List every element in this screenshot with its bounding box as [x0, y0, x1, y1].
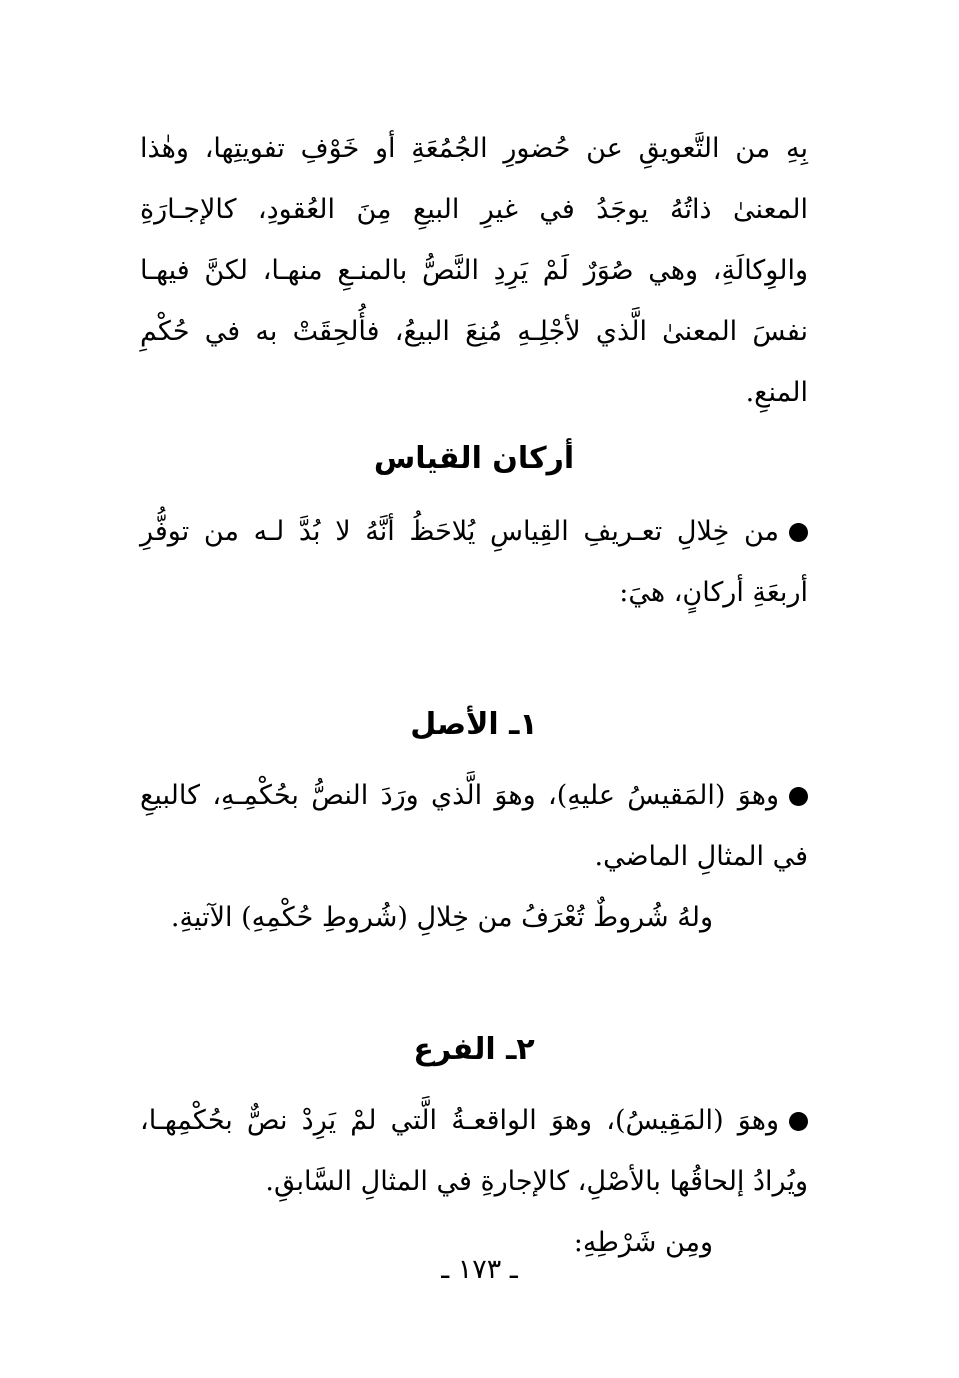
- bullet-icon: [789, 787, 808, 806]
- paragraph-far: [140, 1090, 808, 1212]
- paragraph-asl-conditions: ولهُ شُروطٌ تُعْرَفُ من خِلالِ (شُروطِ حُكْمِهِ) الآتيةِ.: [170, 902, 713, 933]
- paragraph-far-conditions: ومِن شَرْطِهِ:: [573, 1227, 713, 1258]
- paragraph-asl-text: وهوَ (المَقيسُ عليهِ)، وهوَ الَّذي ورَدَ النصُّ بحُكْمِـهِ، كالبيعِ في المثالِ الماضي.: [140, 780, 808, 872]
- heading-asl: ١ـ الأصل: [410, 707, 538, 742]
- bullet-icon: [789, 523, 808, 542]
- paragraph-arkan-text: من خِلالِ تعـريفِ القِياسِ يُلاحَظُ أنَّهُ لا بُدَّ لـه من توفُّرِ أربعَةِ أركانٍ، هيَ:: [140, 516, 808, 608]
- paragraph-far-text: وهوَ (المَقِيسُ)، وهوَ الواقعـةُ الَّتي لمْ يَرِدْ نصٌّ بحُكْمِهـا، ويُرادُ إلحاقُها بالأصْلِ، كالإجارةِ في المثالِ السَّابقِ.: [140, 1105, 808, 1197]
- heading-far: ٢ـ الفرع: [413, 1032, 535, 1067]
- paragraph-asl: [140, 765, 808, 887]
- bullet-icon: [789, 1112, 808, 1131]
- heading-arkan-al-qiyas: أركان القياس: [373, 441, 575, 476]
- page-content: [140, 118, 808, 1273]
- page-number: ـ ١٧٣ ـ: [441, 1254, 518, 1285]
- paragraph-arkan: [140, 501, 808, 623]
- paragraph-intro: بِهِ من التَّعويقِ عن حُضورِ الجُمُعَةِ أو خَوْفِ تفويتِها، وهٰذا المعنىٰ ذاتُهُ يوجَدُ في غيرِ البيعِ مِنَ العُقودِ، كالإجـارَةِ والوِكالَةِ، وهي صُوَرٌ لَمْ يَرِدِ النَّصُّ بالمنـعِ منهـا، لكنَّ فيهـا نفسَ المعنىٰ الَّذي لأجْلِـهِ مُنِعَ البيعُ، فأُلحِقَتْ به في حُكْمِ المنعِ.: [140, 133, 808, 408]
